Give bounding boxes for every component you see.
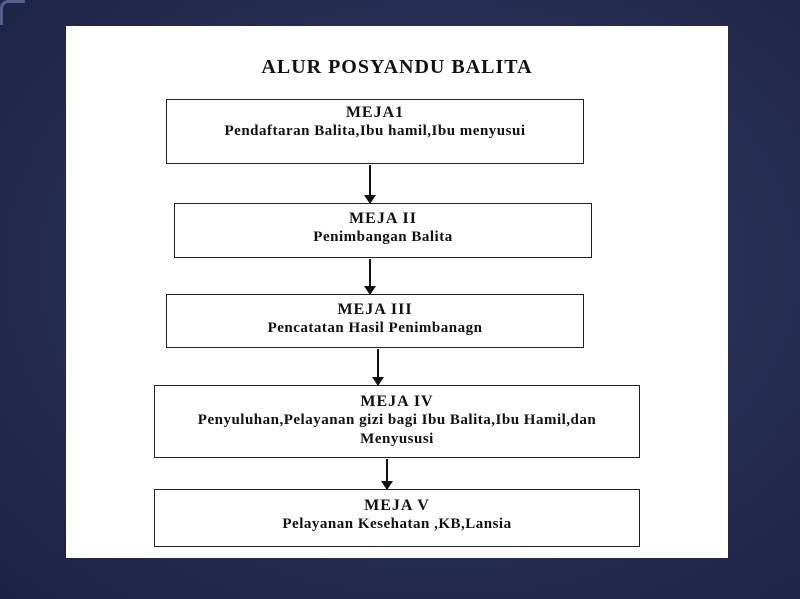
step-description: Pendaftaran Balita,Ibu hamil,Ibu menyusui bbox=[224, 123, 526, 139]
step-description: Penimbangan Balita bbox=[313, 229, 453, 245]
step-box-meja-1 bbox=[166, 99, 584, 164]
step-heading: MEJA II bbox=[349, 210, 417, 227]
step-heading: MEJA1 bbox=[345, 104, 405, 121]
flow-arrow-2-to-3 bbox=[369, 259, 371, 294]
step-heading: MEJA V bbox=[364, 497, 430, 514]
diagram-title: ALUR POSYANDU BALITA bbox=[261, 56, 533, 78]
step-box-meja-2 bbox=[174, 203, 592, 258]
flow-arrow-3-to-4 bbox=[377, 349, 379, 385]
step-description: Pelayanan Kesehatan ,KB,Lansia bbox=[282, 516, 512, 532]
step-heading: MEJA III bbox=[337, 301, 413, 318]
step-heading: MEJA IV bbox=[360, 393, 434, 410]
flow-arrow-1-to-2 bbox=[369, 165, 371, 203]
corner-bracket-decoration bbox=[0, 0, 25, 25]
step-box-meja-4 bbox=[154, 385, 640, 458]
flowchart-card bbox=[66, 26, 728, 558]
step-description: Pencatatan Hasil Penimbanagn bbox=[267, 320, 483, 336]
step-box-meja-5 bbox=[154, 489, 640, 547]
step-description: Penyuluhan,Pelayanan gizi bagi Ibu Balita,Ibu Hamil,dan Menyususi bbox=[197, 412, 597, 447]
flow-arrow-4-to-5 bbox=[386, 459, 388, 489]
step-box-meja-3 bbox=[166, 294, 584, 348]
